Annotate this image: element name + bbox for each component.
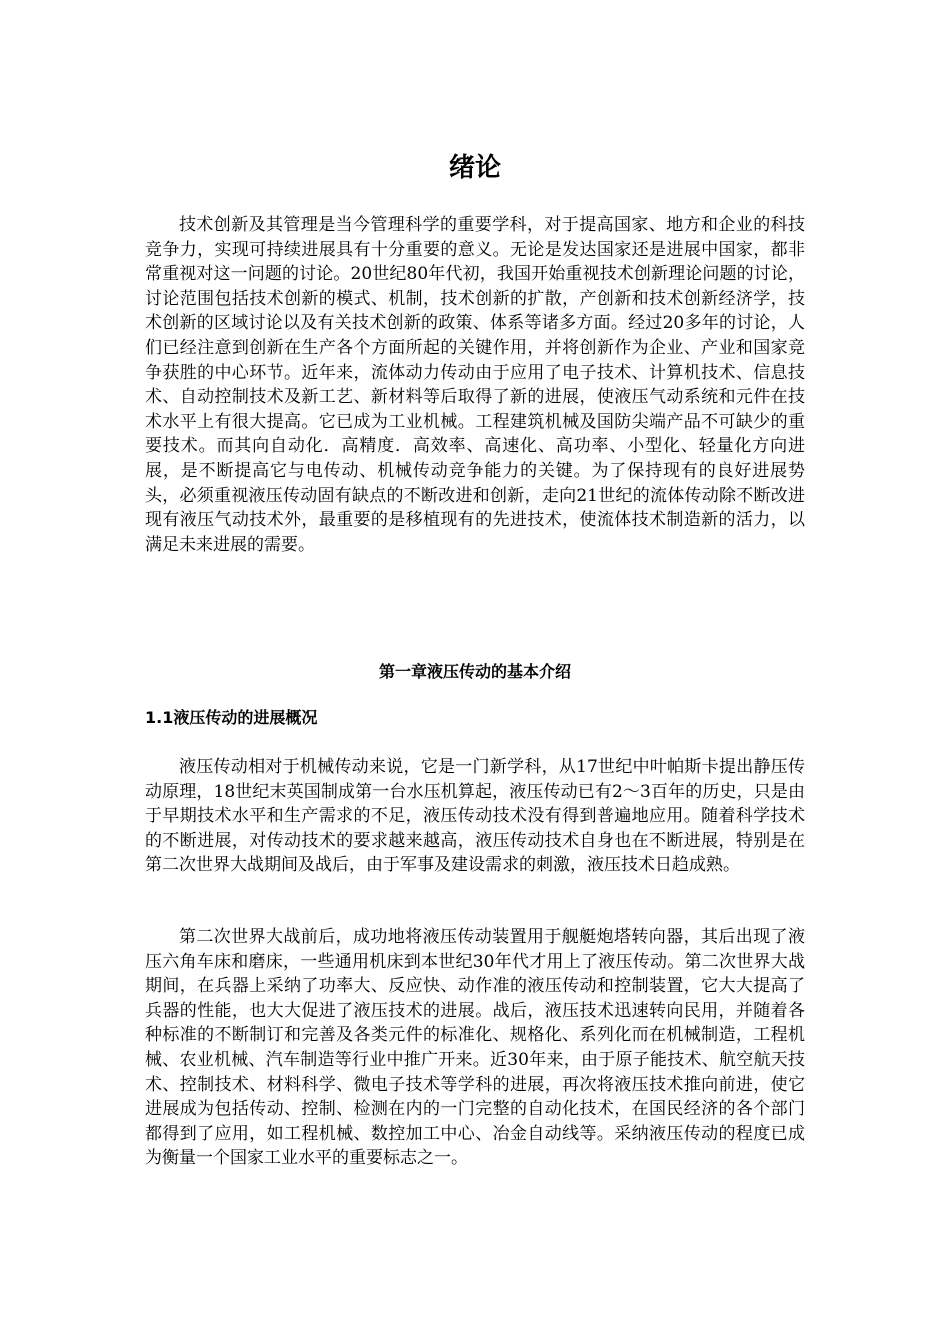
intro-paragraph: 技术创新及其管理是当今管理科学的重要学科，对于提高国家、地方和企业的科技竞争力，实现可持续进展具有十分重要的意义。无论是发达国家还是进展中国家，都非常重视对这一问题的讨论。20世纪80年代初，我国开始重视技术创新理论问题的讨论，讨论范围包括技术创新的模式、机制，技术创新的扩散，产创新和技术创新经济学，技术创新的区域讨论以及有关技术创新的政策、体系等诸多方面。经过20多年的讨论，人们已经注意到创新在生产各个方面所起的关键作用，并将创新作为企业、产业和国家竞争获胜的中心环节。近年来，流体动力传动由于应用了电子技术、计算机技术、信息技术、自动控制技术及新工艺、新材料等后取得了新的进展，使液压气动系统和元件在技术水平上有很大提高。它已成为工业机械。工程建筑机械及国防尖端产品不可缺少的重要技术。而其向自动化．高精度．高效率、高速化、高功率、小型化、轻量化方向进展，是不断提高它与电传动、机械传动竞争能力的关键。为了保持现有的良好进展势头，必须重视液压传动固有缺点的不断改进和创新，走向21世纪的流体传动除不断改进现有液压气动技术外，最重要的是移植现有的先进技术，使流体技术制造新的活力，以满足未来进展的需要。 bbox=[145, 215, 805, 555]
chapter-heading: 第一章液压传动的基本介绍 bbox=[378, 662, 571, 681]
document-title: 绪论 bbox=[448, 153, 501, 183]
section-paragraph: 液压传动相对于机械传动来说，它是一门新学科，从17世纪中叶帕斯卡提出静压传动原理，18世纪末英国制成第一台水压机算起，液压传动已有2～3百年的历史，只是由于早期技术水平和生产需求的不足，液压传动技术没有得到普遍地应用。随着科学技术的不断进展，对传动技术的要求越来越高，液压传动技术自身也在不断进展，特别是在第二次世界大战期间及战后，由于军事及建设需求的刺激，液压技术日趋成熟。 bbox=[145, 757, 805, 876]
section-heading: 1.1液压传动的进展概况 bbox=[145, 708, 318, 727]
section-paragraph: 第二次世界大战前后，成功地将液压传动装置用于舰艇炮塔转向器，其后出现了液压六角车床和磨床，一些通用机床到本世纪30年代才用上了液压传动。第二次世界大战期间，在兵器上采纳了功率大、反应快、动作准的液压传动和控制装置，它大大提高了兵器的性能，也大大促进了液压技术的进展。战后，液压技术迅速转向民用，并随着各种标准的不断制订和完善及各类元件的标准化、规格化、系列化而在机械制造，工程机械、农业机械、汽车制造等行业中推广开来。近30年来，由于原子能技术、航空航天技术、控制技术、材料科学、微电子技术等学科的进展，再次将液压技术推向前进，使它进展成为包括传动、控制、检测在内的一门完整的自动化技术，在国民经济的各个部门都得到了应用，如工程机械、数控加工中心、冶金自动线等。采纳液压传动的程度已成为衡量一个国家工业水平的重要标志之一。 bbox=[145, 927, 805, 1169]
